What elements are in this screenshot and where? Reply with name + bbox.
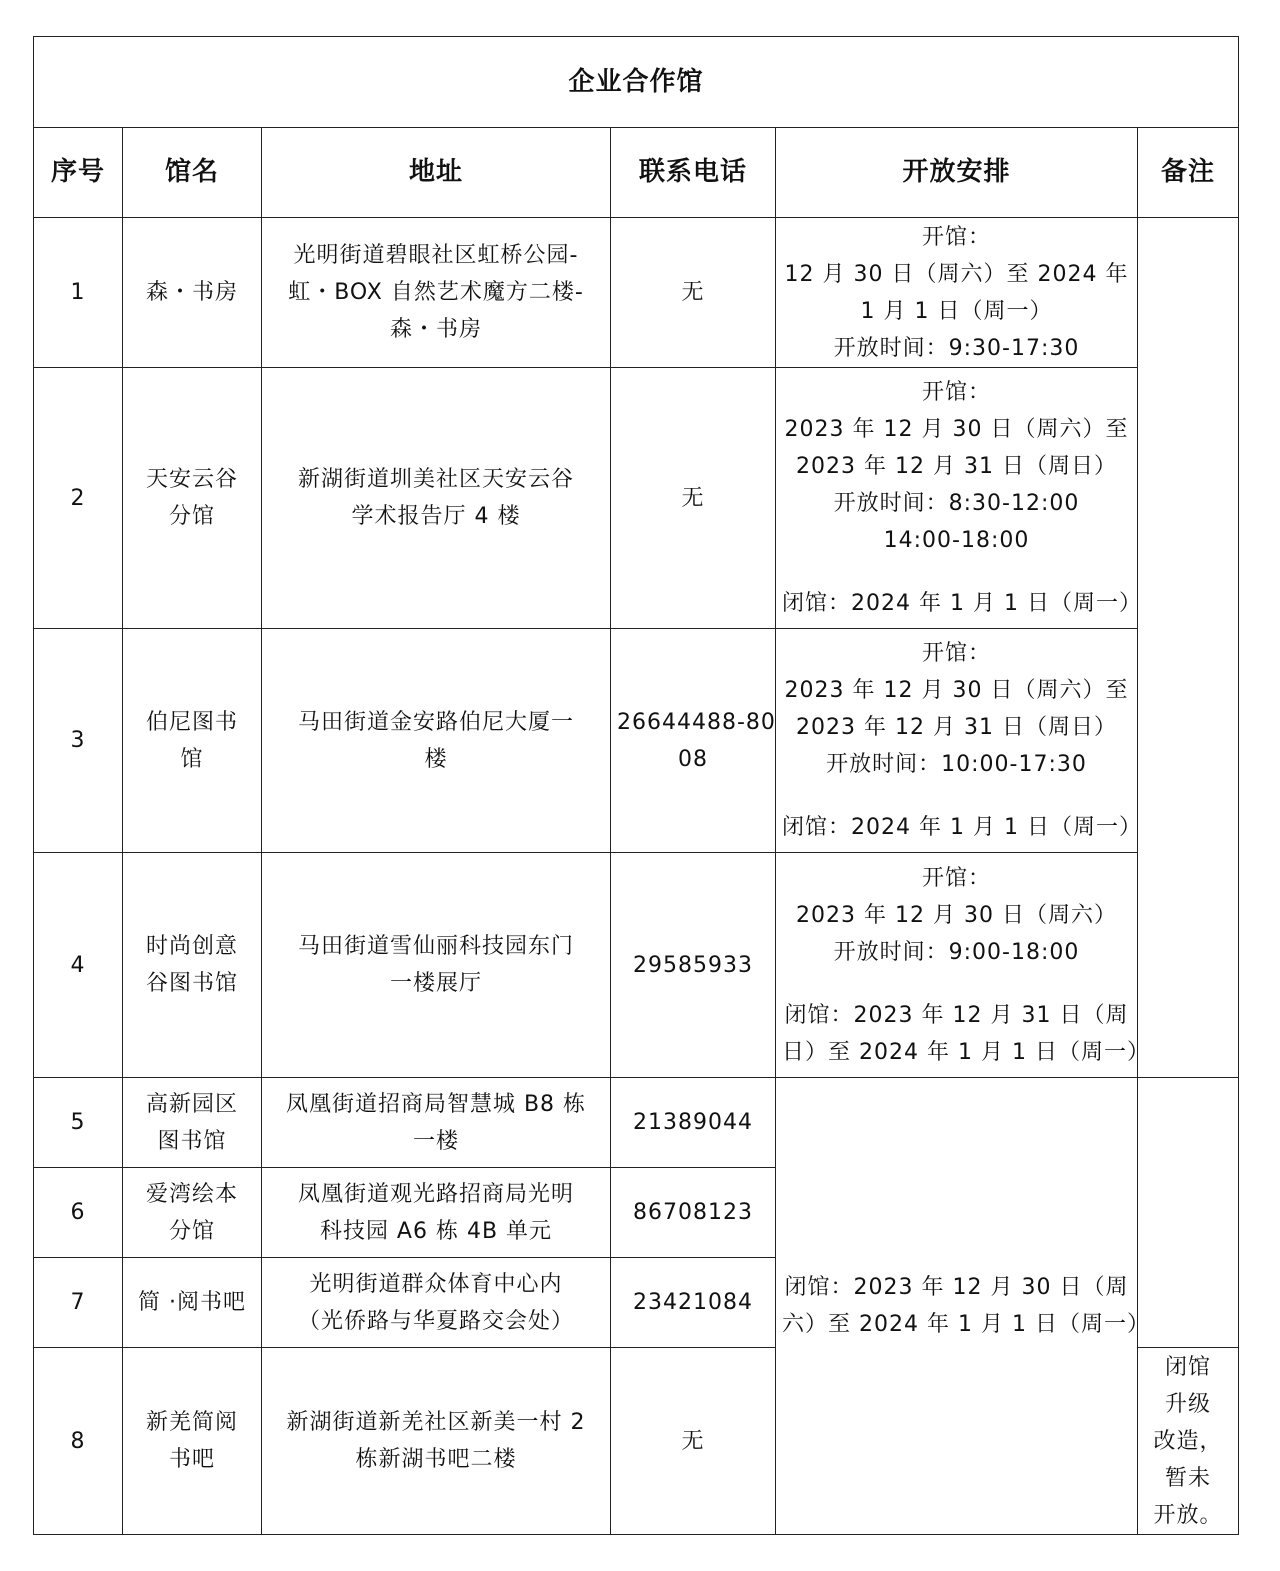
cell-address <box>262 853 611 1078</box>
cell-phone <box>611 629 776 853</box>
table-row <box>34 1078 1239 1168</box>
cell-remark <box>1138 1348 1239 1535</box>
cell-line: 虹・BOX 自然艺术魔方二楼- <box>288 280 584 305</box>
header-index: 序号 <box>34 128 123 218</box>
table-row <box>34 368 1239 629</box>
cell-line: 开放时间：10:00-17:30 <box>826 752 1087 777</box>
cell-phone <box>611 1078 776 1168</box>
header-address: 地址 <box>262 128 611 218</box>
cell-schedule <box>776 629 1142 853</box>
cell-schedule <box>776 218 1138 368</box>
cell-address <box>262 218 611 368</box>
cell-line: 2023 年 12 月 31 日（周日） <box>796 454 1117 479</box>
cell-line: 开放。 <box>1153 1502 1223 1528</box>
cell-line: 分馆 <box>168 1218 215 1244</box>
cell-index: 4 <box>34 853 123 1078</box>
cell-line: 开馆： <box>921 641 991 666</box>
cell-address <box>262 1258 611 1348</box>
cell-address <box>262 368 611 629</box>
cell-library-name <box>123 1078 262 1168</box>
cell-index: 7 <box>34 1258 123 1348</box>
cell-line: 升级 <box>1165 1391 1212 1417</box>
cell-line: 08 <box>678 746 708 772</box>
cell-address <box>262 1078 611 1168</box>
cell-phone <box>611 853 776 1078</box>
cell-line: 一楼 <box>412 1128 459 1154</box>
cell-line: 开放时间：9:30-17:30 <box>833 335 1080 361</box>
cell-address <box>262 1168 611 1258</box>
cell-line: 23421084 <box>633 1290 753 1315</box>
cell-line: 森・书房 <box>389 317 482 342</box>
cell-line: 无 <box>681 280 705 305</box>
table-title: 企业合作馆 <box>34 37 1239 128</box>
cell-line: 2023 年 12 月 31 日（周日） <box>796 715 1117 740</box>
cell-line: 凤凰街道观光路招商局光明 <box>297 1181 574 1207</box>
cell-line: 森・书房 <box>145 280 238 305</box>
cell-line: 简 ·阅书吧 <box>138 1290 246 1315</box>
header-schedule: 开放安排 <box>776 128 1138 218</box>
cell-line: 馆 <box>180 746 204 772</box>
cell-library-name <box>123 853 262 1078</box>
cell-phone <box>611 368 776 629</box>
cell-line: 伯尼图书 <box>145 709 238 735</box>
cell-line: 天安云谷 <box>145 467 238 492</box>
cell-line: 新湖街道圳美社区天安云谷 <box>297 467 574 492</box>
cell-line: 图书馆 <box>157 1128 227 1154</box>
cell-index: 5 <box>34 1078 123 1168</box>
cell-line: 29585933 <box>633 952 753 978</box>
spacer <box>782 971 1131 997</box>
cell-line: 六）至 2024 年 1 月 1 日（周一） <box>782 1312 1150 1337</box>
cell-line: 凤凰街道招商局智慧城 B8 栋 <box>285 1091 587 1117</box>
cell-line: 2023 年 12 月 30 日（周六）至 <box>784 678 1129 703</box>
cell-library-name <box>123 1348 262 1535</box>
cell-remark <box>1138 218 1239 1078</box>
cell-index: 8 <box>34 1348 123 1535</box>
cell-remark <box>1138 1078 1239 1348</box>
cell-line: 开馆： <box>921 224 991 250</box>
cell-line: 谷图书馆 <box>145 971 238 996</box>
cell-line: 马田街道金安路伯尼大厦一 <box>297 709 574 735</box>
cell-index: 1 <box>34 218 123 368</box>
cell-line: 书吧 <box>168 1447 215 1472</box>
cell-line: 闭馆：2024 年 1 月 1 日（周一） <box>782 815 1142 840</box>
table-row <box>34 629 1239 853</box>
cell-line: 科技园 A6 栋 4B 单元 <box>319 1218 553 1244</box>
header-remark: 备注 <box>1138 128 1239 218</box>
cell-line: 无 <box>681 485 705 511</box>
cell-schedule <box>776 853 1150 1078</box>
cell-phone <box>611 1348 776 1535</box>
cell-schedule <box>776 368 1142 629</box>
library-table <box>33 36 1239 1535</box>
cell-index: 3 <box>34 629 123 853</box>
cell-index: 6 <box>34 1168 123 1258</box>
cell-line: 闭馆：2024 年 1 月 1 日（周一） <box>782 591 1142 616</box>
header-name: 馆名 <box>123 128 262 218</box>
table-row <box>34 218 1239 368</box>
cell-line: 闭馆 <box>1165 1354 1212 1380</box>
cell-schedule-shared <box>776 1078 1150 1535</box>
cell-phone <box>611 1258 776 1348</box>
cell-library-name <box>123 368 262 629</box>
header-row <box>34 128 1239 218</box>
spacer <box>782 559 1131 585</box>
cell-line: 12 月 30 日（周六）至 2024 年 <box>784 261 1129 287</box>
cell-line: 日）至 2024 年 1 月 1 日（周一） <box>782 1039 1150 1065</box>
cell-line: 新羌简阅 <box>145 1410 238 1435</box>
cell-line: 闭馆：2023 年 12 月 30 日（周 <box>784 1275 1129 1300</box>
cell-line: 14:00-18:00 <box>883 528 1030 553</box>
cell-address <box>262 1348 611 1535</box>
cell-line: 26644488-80 <box>617 709 776 735</box>
cell-line: 开馆： <box>921 865 991 891</box>
cell-phone <box>611 1168 776 1258</box>
cell-library-name <box>123 218 262 368</box>
cell-library-name <box>123 629 262 853</box>
cell-line: 2023 年 12 月 30 日（周六） <box>796 902 1117 928</box>
cell-line: 21389044 <box>633 1110 753 1135</box>
header-phone: 联系电话 <box>611 128 776 218</box>
cell-line: 无 <box>681 1428 705 1454</box>
cell-line: 爱湾绘本 <box>145 1181 238 1207</box>
cell-line: 高新园区 <box>145 1091 238 1117</box>
cell-line: 开放时间：8:30-12:00 <box>833 491 1080 516</box>
cell-line: 分馆 <box>168 504 215 529</box>
cell-line: 开放时间：9:00-18:00 <box>833 939 1080 965</box>
cell-line: 楼 <box>424 746 448 772</box>
spacer <box>782 783 1131 809</box>
cell-line: 光明街道碧眼社区虹桥公园- <box>293 243 579 268</box>
table-row <box>34 853 1239 1078</box>
cell-line: 栋新湖书吧二楼 <box>355 1447 517 1472</box>
cell-line: 改造， <box>1153 1428 1223 1454</box>
cell-line: 开馆： <box>921 380 991 405</box>
cell-index: 2 <box>34 368 123 629</box>
cell-line: 马田街道雪仙丽科技园东门 <box>297 934 574 959</box>
cell-line: 86708123 <box>633 1200 753 1225</box>
cell-library-name <box>123 1258 262 1348</box>
cell-line: 时尚创意 <box>145 934 238 959</box>
cell-line: 2023 年 12 月 30 日（周六）至 <box>784 417 1129 442</box>
cell-line: 暂未 <box>1165 1465 1212 1491</box>
cell-line: 一楼展厅 <box>389 971 482 996</box>
cell-address <box>262 629 611 853</box>
cell-library-name <box>123 1168 262 1258</box>
cell-line: 闭馆：2023 年 12 月 31 日（周 <box>784 1002 1129 1028</box>
cell-line: 学术报告厅 4 楼 <box>351 504 521 529</box>
cell-line: （光侨路与华夏路交会处） <box>297 1308 574 1334</box>
cell-line: 光明街道群众体育中心内 <box>309 1271 563 1297</box>
cell-line: 1 月 1 日（周一） <box>860 298 1053 324</box>
cell-line: 新湖街道新羌社区新美一村 2 <box>286 1410 586 1435</box>
cell-phone <box>611 218 776 368</box>
